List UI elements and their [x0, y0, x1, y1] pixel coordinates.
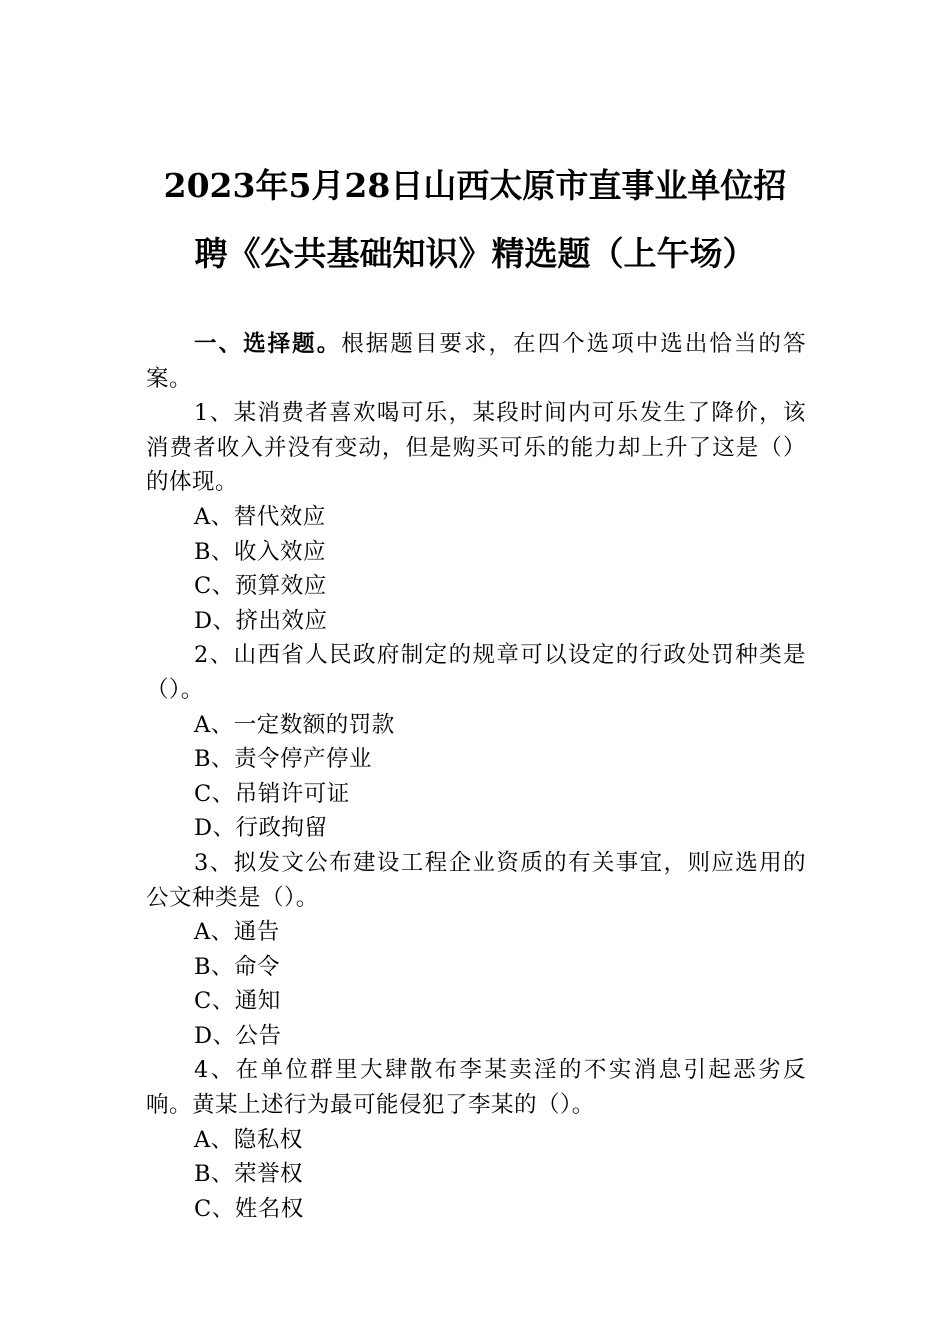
question-option: A、隐私权 — [194, 1126, 303, 1153]
question-option: C、姓名权 — [194, 1195, 304, 1222]
question-option: A、通告 — [194, 919, 280, 946]
question-option: D、公告 — [194, 1022, 282, 1049]
question-option: C、通知 — [194, 988, 281, 1015]
section-heading: 一、选择题。 — [194, 331, 342, 357]
question-option: D、行政拘留 — [194, 815, 328, 842]
question-option: C、预算效应 — [194, 573, 327, 600]
question-stem: 1、某消费者喜欢喝可乐，某段时间内可乐发生了降价，该消费者收入并没有变动，但是购买可乐的能力却上升了这是（）的体现。 — [146, 400, 806, 496]
question-option: B、荣誉权 — [194, 1161, 304, 1188]
section-instruction: 根据题目要求，在四个选项中选出恰当的答案。 — [146, 331, 806, 392]
question-stem: 4、在单位群里大肆散布李某卖淫的不实消息引起恶劣反响。黄某上述行为最可能侵犯了李某的（）。 — [146, 1057, 806, 1119]
question-option: A、一定数额的罚款 — [194, 711, 395, 738]
section-intro — [146, 327, 806, 396]
question-option: A、替代效应 — [194, 503, 326, 530]
question-option: B、收入效应 — [194, 538, 327, 565]
question-option: D、挤出效应 — [194, 607, 328, 634]
question-option: B、责令停产停业 — [194, 746, 373, 773]
question-stem: 3、拟发文公布建设工程企业资质的有关事宜，则应选用的公文种类是（）。 — [146, 849, 806, 911]
question-stem: 2、山西省人民政府制定的规章可以设定的行政处罚种类是（）。 — [146, 642, 806, 703]
document-title-line-1: 2023年5月28日山西太原市直事业单位招 — [163, 166, 787, 205]
question-option: C、吊销许可证 — [194, 780, 350, 807]
question-option: B、命令 — [194, 953, 281, 980]
document-title-line-2: 聘《公共基础知识》精选题（上午场） — [194, 234, 756, 273]
document-body — [146, 327, 806, 1226]
